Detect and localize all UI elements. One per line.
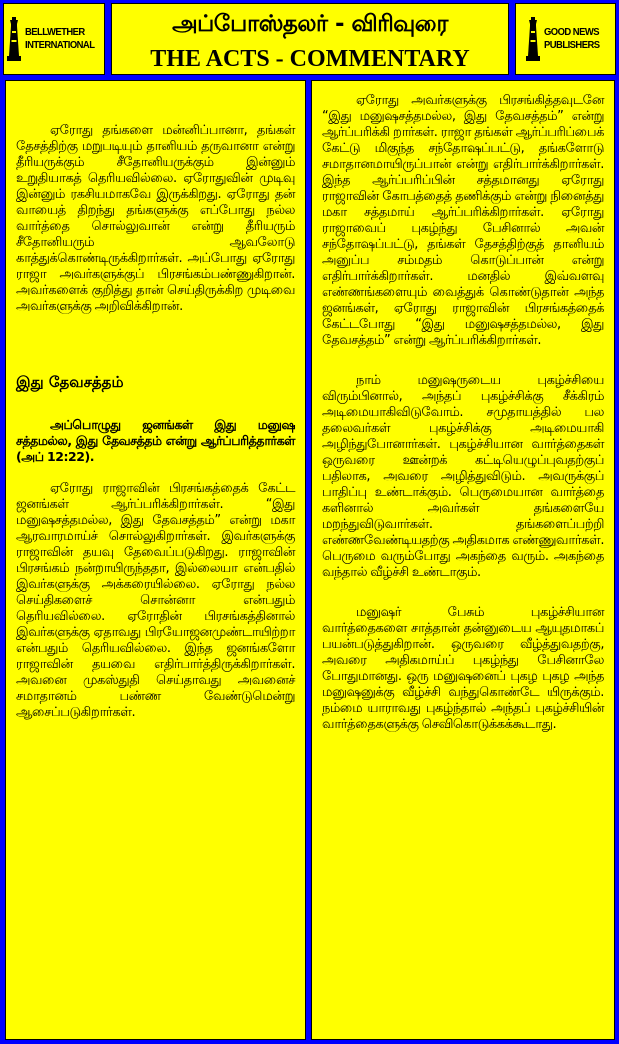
logo-left-line-1: BELLWETHER	[24, 26, 85, 38]
title-tamil: அப்போஸ்தலர் - விரிவுரை	[172, 11, 448, 37]
lighthouse-icon	[525, 16, 541, 62]
right-column	[311, 80, 615, 1040]
logo-left-line-2: INTERNATIONAL	[24, 39, 95, 51]
section-heading: இது தேவசத்தம்	[16, 373, 124, 391]
left-paragraph-1: ஏரோது தங்களை மன்னிப்பானா, தங்கள் தேசத்திற்கு மறுபடியும் தானியம் தருவானா என்று தீரியருக்கும் சீதோனியருக்கும் இன்னும் உறுதியாகத் தெரியவில்லை. ஏரோதுவின் முடிவு இன்னும் ரகசியமாகவே இருக்கிறது. ஏரோது தன் வாயைத் திறந்து தங்களுக்கு எப்போது நல்ல வார்த்தை சொல்லுவான் என்று தீரியரும் சீதோனியரும் ஆவலோடு காத்துக்கொண்டிருக்கிறார்கள். அப்போது ஏரோது ராஜா அவர்களுக்குப் பிரசங்கம்பண்ணுகிறான். அவர்களைக் குறித்து தான் செய்திருக்கிற முடிவை அவர்களுக்கு அறிவிக்கிறான்.	[16, 123, 295, 314]
good-news-logo	[515, 3, 616, 75]
right-paragraph-3: மனுஷர் பேசும் புகழ்ச்சியான வார்த்தைகளை சாத்தான் தன்னுடைய ஆயுதமாகப் பயன்படுத்துகிறான். ஒருவரை வீழ்த்துவதற்கு, அவரை அதிகமாய்ப் புகழ்ந்து பேசினாலே போதுமானது. ஒரு மனுஷனைப் புகழ புகழ அந்த மனுஷனுக்கு வீழ்ச்சி வந்துகொண்டே யிருக்கும். நம்மை யாராவது புகழ்ந்தால் அந்தப் புகழ்ச்சியின் வார்த்தைகளுக்கு செவிகொடுக்கக்கூடாது.	[322, 605, 604, 732]
lighthouse-icon	[6, 16, 22, 62]
title-english: THE ACTS - COMMENTARY	[150, 46, 470, 72]
left-paragraph-2: ஏரோது ராஜாவின் பிரசங்கத்தைக் கேட்ட ஜனங்கள் ஆர்ப்பரிக்கிறார்கள். “இது மனுஷசத்தமல்ல, இது தேவசத்தம்” என்று மகா ஆரவாரமாய்ச் சொல்லுகிறார்கள். இவர்களுக்கு ராஜாவின் தயவு தேவைப்படுகிறது. ராஜாவின் பிரசங்கம் நன்றாயிருந்ததா, இல்லையா என்பதில் இவர்களுக்கு அக்கரையில்லை. ஏரோது நல்ல செய்திகளைச் சொன்னா என்பதும் தெரியவில்லை. ஏரோதின் பிரசங்கத்தினால் இவர்களுக்கு ஏதாவது பிரயோஜனமுண்டாயிற்றா என்பதும் தெரியவில்லை. இந்த ஜனங்களோ ராஜாவின் தயவை எதிர்பார்த்திருக்கிறார்கள். அவனை முகஸ்துதி செய்தாவது அவனைச் சமாதானம் பண்ண வேண்டுமென்று ஆசைப்படுகிறார்கள்.	[16, 481, 295, 720]
verse-quote: அப்பொழுது ஜனங்கள் இது மனுஷ சத்தமல்ல, இது தேவசத்தம் என்று ஆர்ப்பரித்தார்கள் (அப் 12:22).	[16, 417, 295, 464]
bellwether-logo	[3, 3, 105, 75]
logo-right-line-1: GOOD NEWS	[544, 26, 600, 38]
title-banner	[111, 3, 509, 75]
left-column	[5, 80, 306, 1040]
right-paragraph-1: ஏரோது அவர்களுக்கு பிரசங்கித்தவுடனே “இது மனுஷசத்தமல்ல, இது தேவசத்தம்” என்று ஆர்ப்பரிக்கி றார்கள். ராஜா தங்கள் ஆர்ப்பரிப்பைக் கேட்டு மிகுந்த சந்தோஷப்பட்டு, தங்களோடு சமாதானமாயிருப்பான் என்று எதிர்பார்க்கிறார்கள். இந்த ஆர்ப்பரிப்பின் சத்தமானது ஏரோது ராஜாவின் கோபத்தைத் தணிக்கும் என்று நினைத்து மகா சத்தமாய் ஆர்ப்பரிக்கிறார்கள். ஏரோது ராஜாவைப் புகழ்ந்து பேசினால் அவன் சந்தோஷப்பட்டு, தங்கள் தேசத்திற்குத் தானியம் அனுப்ப சம்மதம் கொடுப்பான் என்று எதிர்பார்க்கிறார்கள். மனதில் இவ்வளவு எண்ணங்களையும் வைத்துக் கொண்டுதான் அந்த ஜனங்கள், ஏரோது ராஜாவின் பிரசங்கத்தைக் கேட்டபோது “இது மனுஷசத்தமல்ல, இது தேவசத்தம்” என்று ஆர்ப்பரிக்கிறார்கள்.	[322, 93, 604, 348]
right-paragraph-2: நாம் மனுஷருடைய புகழ்ச்சியை விரும்பினால், அந்தப் புகழ்ச்சிக்கு சீக்கிரம் அடிமையாகிவிடுவோம். சமுதாயத்தில் பல தலைவர்கள் புகழ்ச்சிக்கு அடிமையாகி அழிந்துபோனார்கள். புகழ்ச்சியான வார்த்தைகள் ஒருவரை ஊன்றக் கட்டியெழுப்புவதற்குப் பதிலாக, அவரை அழித்துவிடும். அவருக்குப் பாதிப்பு உண்டாக்கும். பெருமையான வார்த்தை களினால் அவர்கள் தங்களையே மறந்துவிடுவார்கள். தங்களைப்பற்றி எண்ணவேண்டியதற்கு அதிகமாக எண்ணுவார்கள். பெருமை வரும்போது அகந்தை வரும். அகந்தை வந்தால் வீழ்ச்சி உண்டாகும்.	[322, 373, 604, 580]
logo-right-line-2: PUBLISHERS	[544, 39, 600, 51]
